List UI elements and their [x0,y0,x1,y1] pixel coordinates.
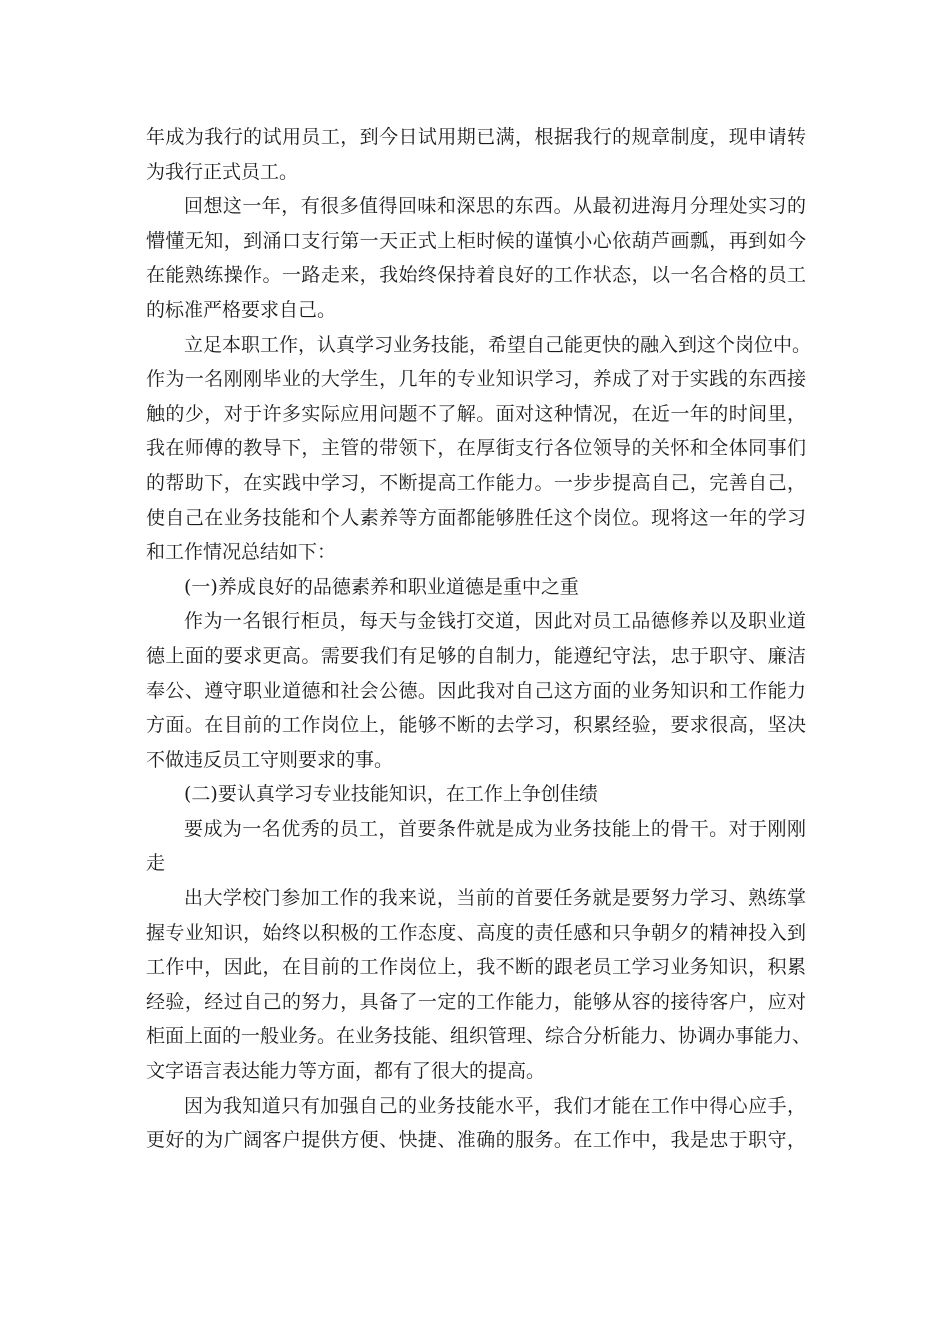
text-line: 奉公、遵守职业道德和社会公德。因此我对自己这方面的业务知识和工作能力 [146,679,806,702]
text-line: 为我行正式员工。 [146,160,299,183]
text-line: 走 [146,852,166,875]
text-line: 立足本职工作，认真学习业务技能，希望自己能更快的融入到这个岗位中。 [184,333,812,356]
text-line: 更好的为广阔客户提供方便、快捷、准确的服务。在工作中，我是忠于职守， [146,1129,806,1152]
text-line: 德上面的要求更高。需要我们有足够的自制力，能遵纪守法，忠于职守、廉洁 [146,644,806,667]
text-line: 使自己在业务技能和个人素养等方面都能够胜任这个岗位。现将这一年的学习 [146,506,806,529]
document-body [146,120,812,1158]
text-line: 文字语言表达能力等方面，都有了很大的提高。 [146,1060,546,1083]
text-line: 懵懂无知，到涌口支行第一天正式上柜时候的谨慎小心依葫芦画瓢，再到如今 [146,229,806,252]
text-line: 方面。在目前的工作岗位上，能够不断的去学习，积累经验，要求很高，坚决 [146,714,806,737]
text-line: 回想这一年，有很多值得回味和深思的东西。从最初进海月分理处实习的 [184,195,806,218]
text-line: 出大学校门参加工作的我来说，当前的首要任务就是要努力学习、熟练掌 [184,887,806,910]
text-line: 和工作情况总结如下： [146,541,337,564]
text-line: 因为我知道只有加强自己的业务技能水平，我们才能在工作中得心应手， [184,1094,806,1117]
text-line: 经验，经过自己的努力，具备了一定的工作能力，能够从容的接待客户，应对 [146,990,806,1013]
text-line: 年成为我行的试用员工，到今日试用期已满，根据我行的规章制度，现申请转 [146,126,806,148]
text-line: 在能熟练操作。一路走来，我始终保持着良好的工作状态，以一名合格的员工 [146,264,806,287]
text-line: 的标准严格要求自己。 [146,298,337,321]
text-line: 作为一名银行柜员，每天与金钱打交道，因此对员工品德修养以及职业道 [184,610,806,633]
text-line: 不做违反员工守则要求的事。 [146,748,394,771]
text-line: 触的少，对于许多实际应用问题不了解。面对这种情况，在近一年的时间里， [146,402,806,425]
text-line: (二)要认真学习专业技能知识，在工作上争创佳绩 [184,783,598,806]
text-line: 要成为一名优秀的员工，首要条件就是成为业务技能上的骨干。对于刚刚 [184,817,806,840]
text-line: 的帮助下，在实践中学习，不断提高工作能力。一步步提高自己，完善自己， [146,471,806,494]
text-line: (一)养成良好的品德素养和职业道德是重中之重 [184,575,579,598]
text-line: 工作中，因此，在目前的工作岗位上，我不断的跟老员工学习业务知识，积累 [146,956,806,979]
text-line: 我在师傅的教导下，主管的带领下，在厚街支行各位领导的关怀和全体同事们 [146,437,806,460]
text-line: 握专业知识，始终以积极的工作态度、高度的责任感和只争朝夕的精神投入到 [146,921,806,944]
text-line: 柜面上面的一般业务。在业务技能、组织管理、综合分析能力、协调办事能力、 [146,1025,812,1048]
text-line: 作为一名刚刚毕业的大学生，几年的专业知识学习，养成了对于实践的东西接 [146,368,806,391]
